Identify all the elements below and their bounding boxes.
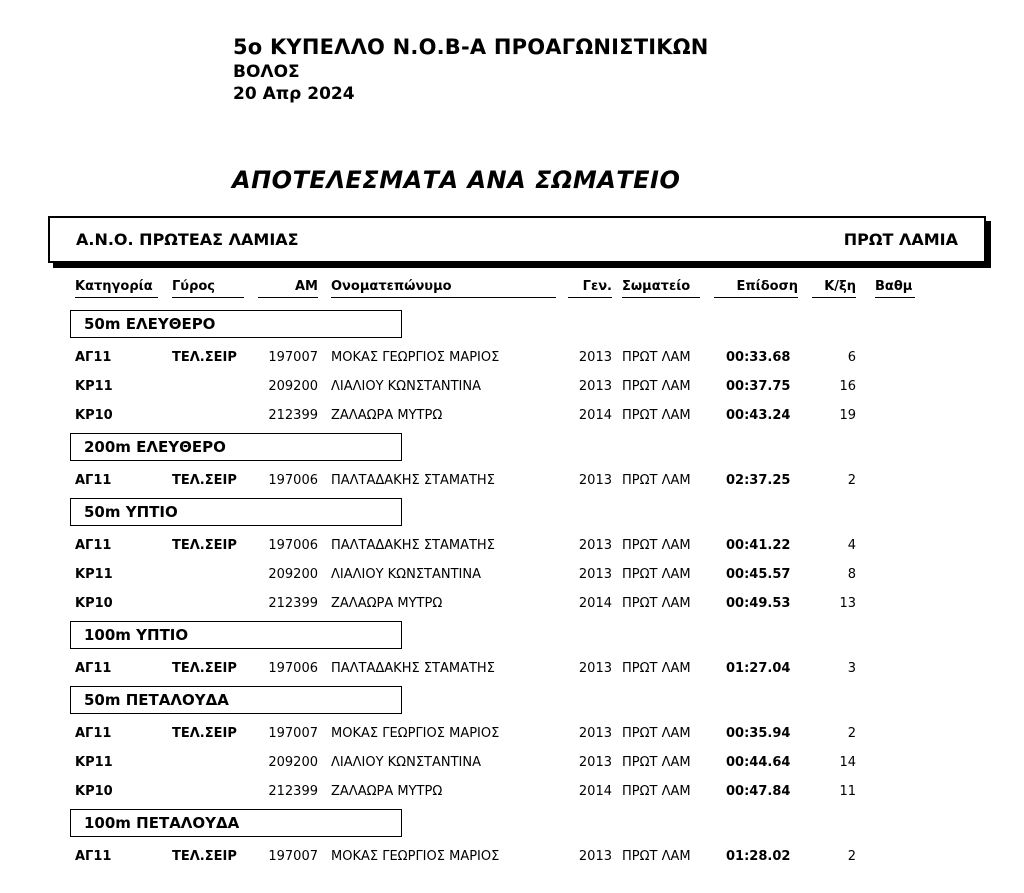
result-category: ΚΡ10	[75, 408, 113, 423]
club-banner	[48, 216, 986, 263]
result-category: ΑΓ11	[75, 350, 112, 365]
result-club: ΠΡΩΤ ΛΑΜ	[622, 538, 691, 553]
col-header-round: Γύρος	[172, 279, 244, 298]
column-headers	[0, 279, 1024, 301]
result-birth-year: 2013	[578, 567, 612, 582]
result-time: 00:33.68	[726, 350, 791, 365]
event-label: 50m ΥΠΤΙΟ	[84, 503, 178, 521]
col-header-name: Ονοματεπώνυμο	[331, 279, 556, 298]
result-time: 00:49.53	[726, 596, 791, 611]
result-position: 14	[839, 755, 856, 770]
result-position: 11	[839, 784, 856, 799]
event-header	[70, 686, 402, 714]
result-am: 212399	[268, 408, 318, 423]
result-time: 00:43.24	[726, 408, 791, 423]
col-header-club: Σωματείο	[622, 279, 700, 298]
result-birth-year: 2013	[578, 849, 612, 864]
result-row	[0, 565, 1024, 594]
result-position: 6	[847, 350, 856, 365]
result-swimmer-name: ΠΑΛΤΑΔΑΚΗΣ ΣΤΑΜΑΤΗΣ	[331, 538, 495, 553]
result-am: 197006	[268, 661, 318, 676]
result-round: ΤΕΛ.ΣΕΙΡ	[172, 849, 237, 864]
result-swimmer-name: ΜΟΚΑΣ ΓΕΩΡΓΙΟΣ ΜΑΡΙΟΣ	[331, 726, 500, 741]
result-position: 13	[839, 596, 856, 611]
col-header-am: ΑΜ	[258, 279, 318, 298]
result-category: ΚΡ11	[75, 567, 113, 582]
result-round: ΤΕΛ.ΣΕΙΡ	[172, 726, 237, 741]
result-swimmer-name: ΖΑΛΑΩΡΑ ΜΥΤΡΩ	[331, 596, 443, 611]
result-row	[0, 724, 1024, 753]
result-round: ΤΕΛ.ΣΕΙΡ	[172, 473, 237, 488]
result-swimmer-name: ΛΙΑΛΙΟΥ ΚΩΝΣΤΑΝΤΙΝΑ	[331, 755, 482, 770]
result-time: 00:45.57	[726, 567, 791, 582]
result-row	[0, 377, 1024, 406]
result-birth-year: 2014	[578, 596, 612, 611]
result-club: ΠΡΩΤ ΛΑΜ	[622, 596, 691, 611]
result-round: ΤΕΛ.ΣΕΙΡ	[172, 661, 237, 676]
event-label: 100m ΥΠΤΙΟ	[84, 626, 189, 644]
result-am: 197007	[268, 726, 318, 741]
result-position: 4	[847, 538, 856, 553]
event-header	[70, 498, 402, 526]
result-club: ΠΡΩΤ ΛΑΜ	[622, 350, 691, 365]
result-am: 197006	[268, 473, 318, 488]
result-am: 209200	[268, 755, 318, 770]
result-am: 209200	[268, 567, 318, 582]
result-row	[0, 594, 1024, 623]
result-birth-year: 2014	[578, 784, 612, 799]
result-birth-year: 2013	[578, 538, 612, 553]
result-swimmer-name: ΠΑΛΤΑΔΑΚΗΣ ΣΤΑΜΑΤΗΣ	[331, 661, 495, 676]
club-short-name: ΠΡΩΤ ΛΑΜΙΑ	[843, 230, 958, 249]
result-position: 2	[847, 473, 856, 488]
document-header	[233, 34, 709, 105]
col-header-year: Γεν.	[568, 279, 612, 298]
result-club: ΠΡΩΤ ΛΑΜ	[622, 379, 691, 394]
result-category: ΚΡ10	[75, 784, 113, 799]
meet-title: 5ο ΚΥΠΕΛΛΟ Ν.Ο.Β-Α ΠΡΟΑΓΩΝΙΣΤΙΚΩΝ	[233, 35, 709, 59]
result-category: ΑΓ11	[75, 661, 112, 676]
result-swimmer-name: ΠΑΛΤΑΔΑΚΗΣ ΣΤΑΜΑΤΗΣ	[331, 473, 495, 488]
result-club: ΠΡΩΤ ΛΑΜ	[622, 661, 691, 676]
result-club: ΠΡΩΤ ΛΑΜ	[622, 567, 691, 582]
result-swimmer-name: ΜΟΚΑΣ ΓΕΩΡΓΙΟΣ ΜΑΡΙΟΣ	[331, 849, 500, 864]
result-club: ΠΡΩΤ ΛΑΜ	[622, 473, 691, 488]
result-position: 16	[839, 379, 856, 394]
meet-city: ΒΟΛΟΣ	[233, 62, 300, 82]
result-time: 00:41.22	[726, 538, 791, 553]
event-header	[70, 809, 402, 837]
result-row	[0, 406, 1024, 435]
result-category: ΑΓ11	[75, 849, 112, 864]
result-am: 209200	[268, 379, 318, 394]
result-birth-year: 2013	[578, 726, 612, 741]
event-label: 100m ΠΕΤΑΛΟΥΔΑ	[84, 814, 240, 832]
result-row	[0, 536, 1024, 565]
result-position: 8	[847, 567, 856, 582]
result-swimmer-name: ΜΟΚΑΣ ΓΕΩΡΓΙΟΣ ΜΑΡΙΟΣ	[331, 350, 500, 365]
result-am: 212399	[268, 596, 318, 611]
result-time: 00:47.84	[726, 784, 791, 799]
result-club: ΠΡΩΤ ΛΑΜ	[622, 408, 691, 423]
result-row	[0, 471, 1024, 500]
result-row	[0, 753, 1024, 782]
result-club: ΠΡΩΤ ΛΑΜ	[622, 849, 691, 864]
result-birth-year: 2013	[578, 379, 612, 394]
col-header-points: Βαθμ	[875, 279, 915, 298]
result-position: 2	[847, 726, 856, 741]
result-category: ΚΡ10	[75, 596, 113, 611]
result-birth-year: 2013	[578, 661, 612, 676]
club-name: Α.Ν.Ο. ΠΡΩΤΕΑΣ ΛΑΜΙΑΣ	[76, 230, 299, 249]
result-position: 3	[847, 661, 856, 676]
result-time: 02:37.25	[726, 473, 791, 488]
result-category: ΑΓ11	[75, 473, 112, 488]
col-header-position: Κ/ξη	[812, 279, 856, 298]
result-birth-year: 2013	[578, 473, 612, 488]
col-header-category: Κατηγορία	[75, 279, 158, 298]
result-row	[0, 847, 1024, 876]
result-category: ΚΡ11	[75, 755, 113, 770]
result-category: ΑΓ11	[75, 538, 112, 553]
report-title: ΑΠΟΤΕΛΕΣΜΑΤΑ ΑΝΑ ΣΩΜΑΤΕΙΟ	[232, 166, 681, 194]
result-time: 00:35.94	[726, 726, 791, 741]
result-birth-year: 2013	[578, 350, 612, 365]
result-swimmer-name: ΖΑΛΑΩΡΑ ΜΥΤΡΩ	[331, 408, 443, 423]
result-row	[0, 348, 1024, 377]
result-row	[0, 782, 1024, 811]
event-header	[70, 310, 402, 338]
result-row	[0, 659, 1024, 688]
result-swimmer-name: ΛΙΑΛΙΟΥ ΚΩΝΣΤΑΝΤΙΝΑ	[331, 567, 482, 582]
result-round: ΤΕΛ.ΣΕΙΡ	[172, 350, 237, 365]
result-am: 197006	[268, 538, 318, 553]
event-label: 50m ΕΛΕΥΘΕΡΟ	[84, 315, 216, 333]
result-am: 197007	[268, 849, 318, 864]
result-am: 212399	[268, 784, 318, 799]
result-birth-year: 2014	[578, 408, 612, 423]
result-category: ΑΓ11	[75, 726, 112, 741]
result-club: ΠΡΩΤ ΛΑΜ	[622, 784, 691, 799]
result-category: ΚΡ11	[75, 379, 113, 394]
result-round: ΤΕΛ.ΣΕΙΡ	[172, 538, 237, 553]
event-header	[70, 433, 402, 461]
result-club: ΠΡΩΤ ΛΑΜ	[622, 755, 691, 770]
meet-date: 20 Απρ 2024	[233, 84, 355, 104]
result-club: ΠΡΩΤ ΛΑΜ	[622, 726, 691, 741]
result-am: 197007	[268, 350, 318, 365]
result-position: 19	[839, 408, 856, 423]
result-time: 00:44.64	[726, 755, 791, 770]
result-time: 01:28.02	[726, 849, 791, 864]
event-header	[70, 621, 402, 649]
col-header-time: Επίδοση	[714, 279, 798, 298]
result-time: 00:37.75	[726, 379, 791, 394]
event-label: 50m ΠΕΤΑΛΟΥΔΑ	[84, 691, 229, 709]
event-label: 200m ΕΛΕΥΘΕΡΟ	[84, 438, 226, 456]
result-time: 01:27.04	[726, 661, 791, 676]
result-swimmer-name: ΛΙΑΛΙΟΥ ΚΩΝΣΤΑΝΤΙΝΑ	[331, 379, 482, 394]
result-position: 2	[847, 849, 856, 864]
result-swimmer-name: ΖΑΛΑΩΡΑ ΜΥΤΡΩ	[331, 784, 443, 799]
result-birth-year: 2013	[578, 755, 612, 770]
